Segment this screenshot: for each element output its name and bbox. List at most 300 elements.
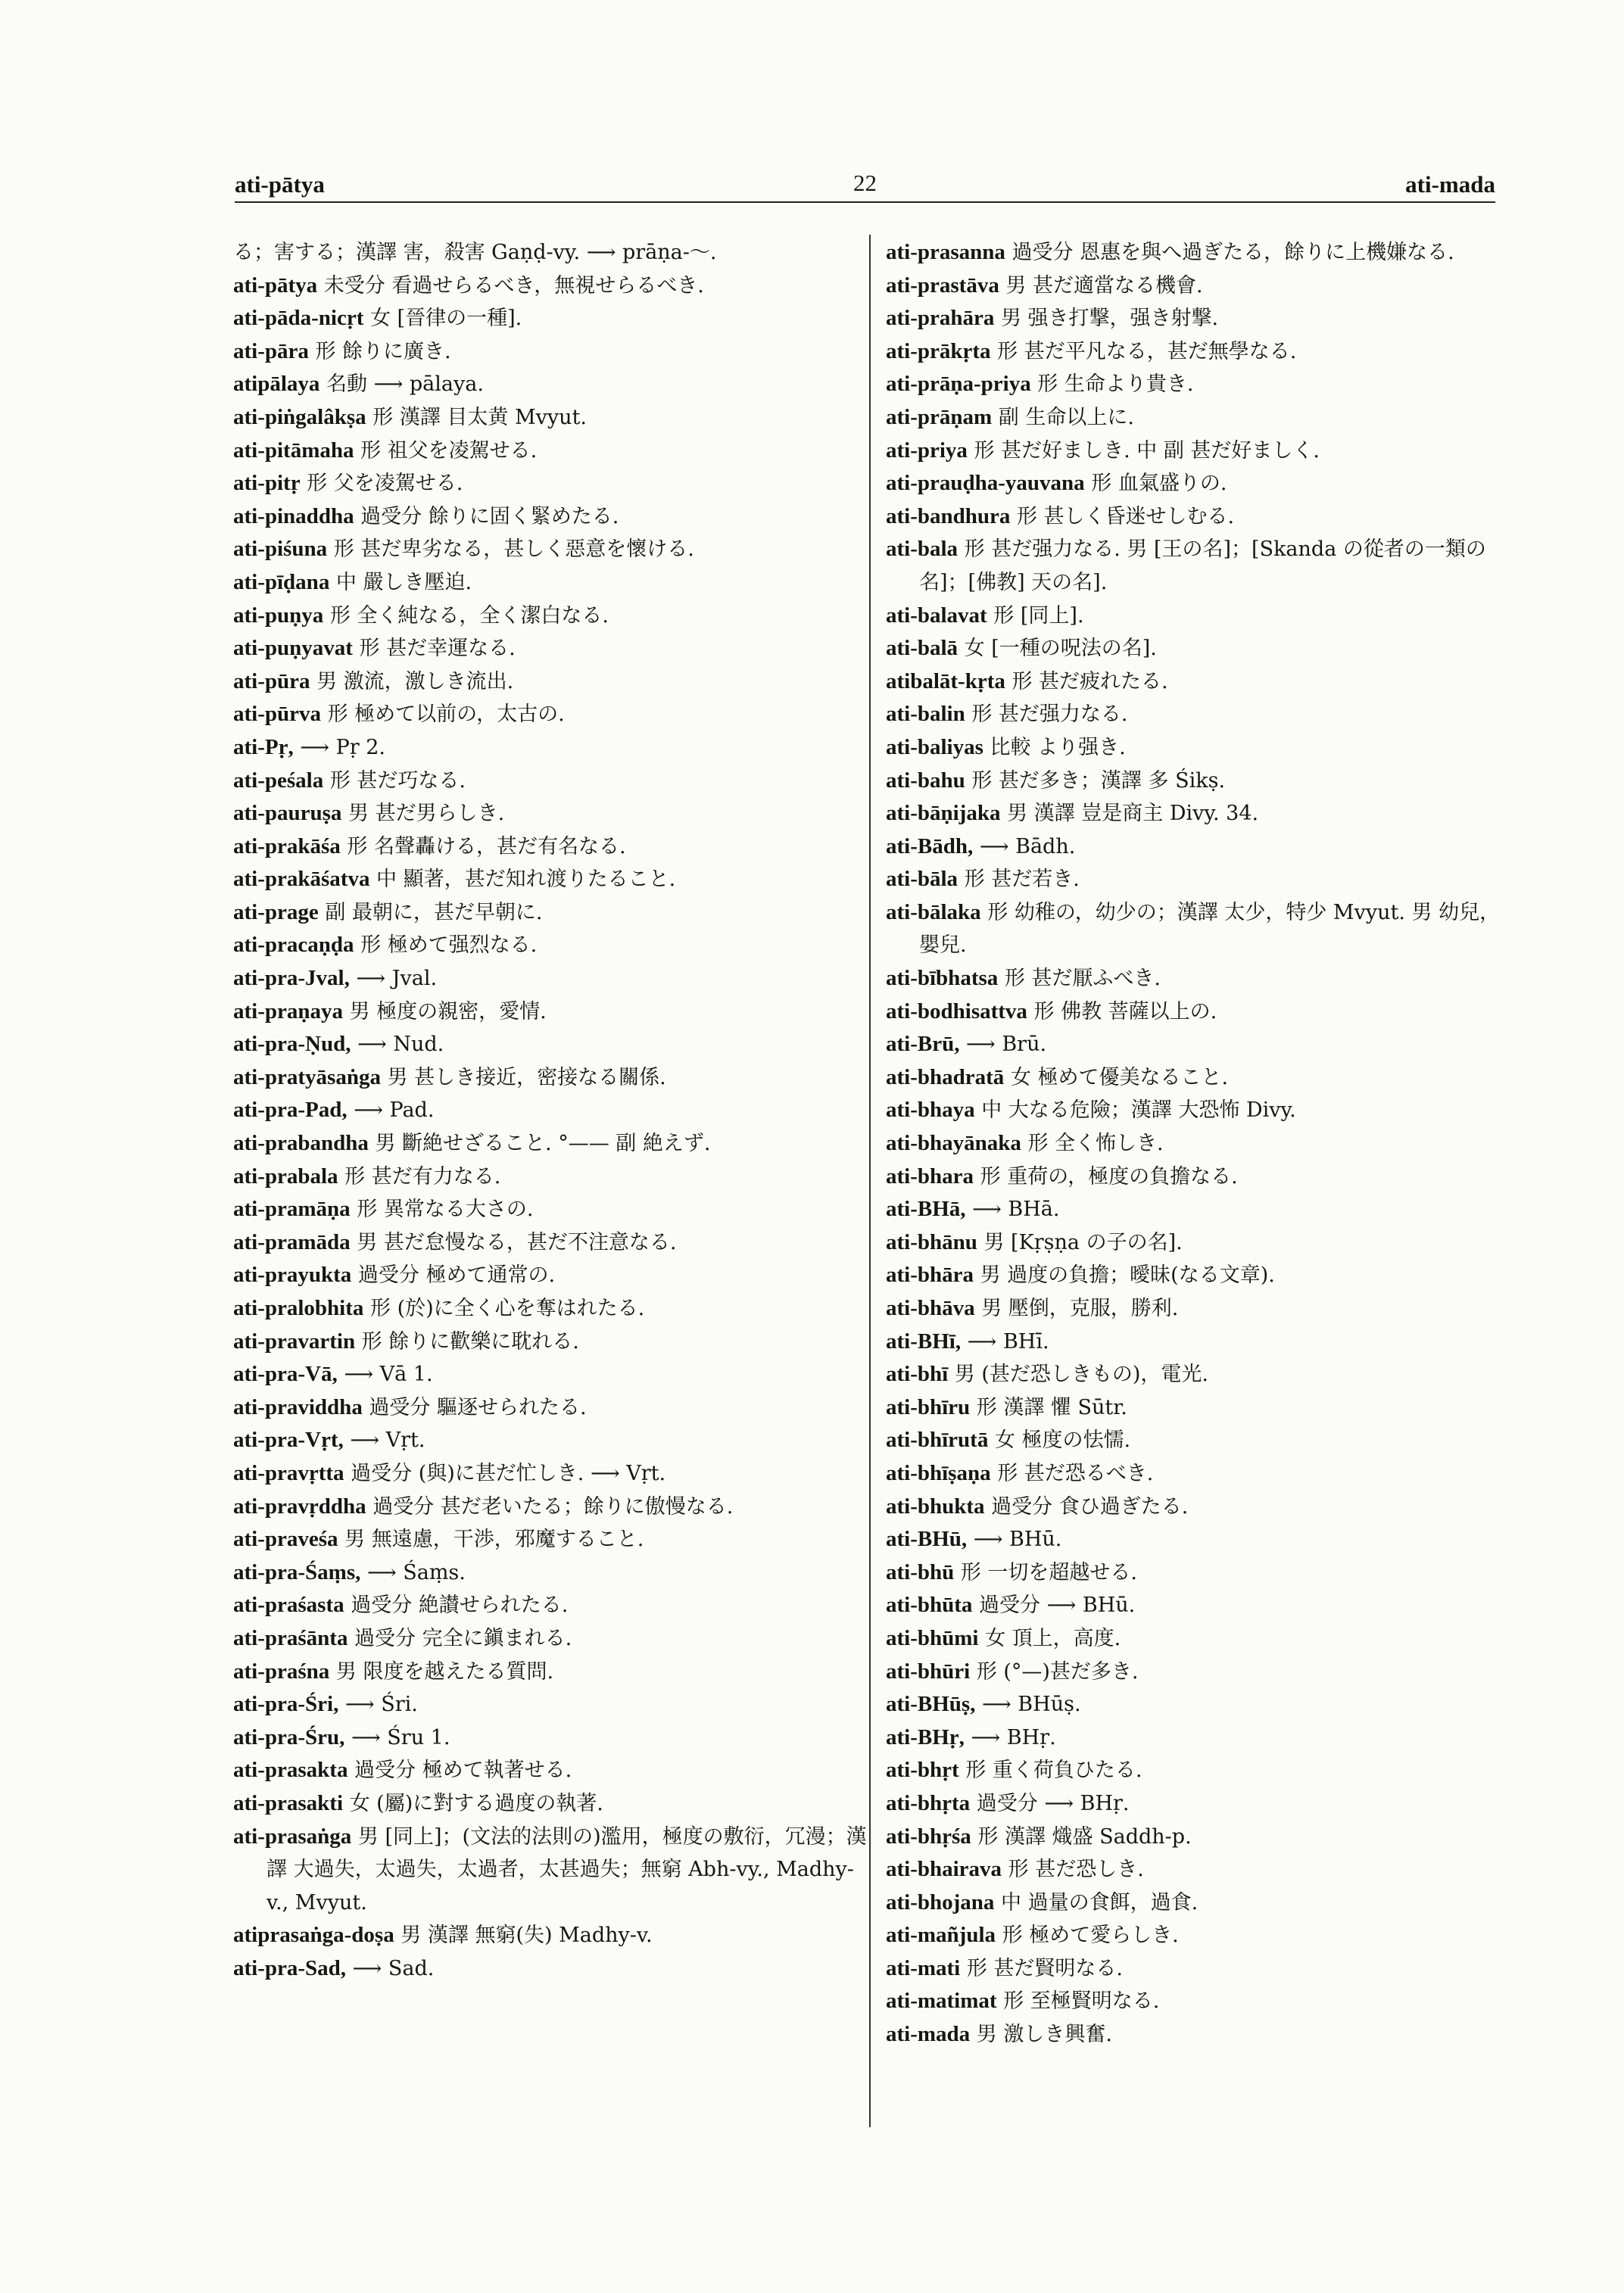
entry-headword: ati-baliyas (886, 734, 983, 759)
dictionary-entry (233, 1326, 869, 1359)
left-column (233, 236, 869, 1985)
dictionary-entry (233, 566, 869, 600)
entry-definition: 形 全く純なる，全く潔白なる. (323, 603, 609, 628)
page-header (235, 168, 1495, 203)
entry-definition: 副 生命以上に. (992, 405, 1134, 429)
entry-definition: ⟶ BHī. (961, 1329, 1049, 1354)
entry-headword: ati-bāṇijaka (886, 801, 1001, 826)
entry-headword: ati-prasakta (233, 1758, 348, 1783)
entry-definition: 女 頂上，高度. (978, 1626, 1121, 1650)
dictionary-entry (233, 1919, 869, 1952)
entry-definition: 形 至極賢明なる. (996, 1989, 1160, 2014)
entry-headword: ati-BHṛ, (886, 1724, 965, 1749)
dictionary-entry (886, 236, 1514, 269)
entry-definition: 女 (屬)に對する過度の執著. (343, 1791, 603, 1815)
entry-headword: ati-praśānta (233, 1625, 348, 1650)
dictionary-entry (886, 1161, 1514, 1194)
entry-definition: 名動 ⟶ pālaya. (320, 372, 484, 397)
entry-definition: 過受分 絶讃せられたる. (344, 1594, 569, 1618)
dictionary-entry (233, 1457, 869, 1491)
entry-headword: ati-bhīru (886, 1394, 971, 1419)
entry-headword: ati-balavat (886, 603, 987, 628)
entry-definition: 男 激しき興奮. (970, 2023, 1112, 2047)
entry-headword: ati-praśna (233, 1659, 330, 1684)
dictionary-entry (886, 467, 1514, 500)
entry-headword: ati-pra-Jval, (233, 966, 350, 991)
entry-definition: 過受分 食ひ過ぎたる. (984, 1494, 1189, 1519)
entry-definition: 形 漢譯 熾盛 Saddh-p. (971, 1824, 1192, 1849)
entry-definition: 男 甚だ怠慢なる，甚だ不注意なる. (350, 1230, 677, 1254)
entry-definition: 形 祖父を凌駕せる. (354, 438, 538, 463)
entry-definition: 形 甚だ强力なる. 男 [王の名]；[Skanda の從者の一類の名]；[佛教] 天の名]. (919, 537, 1486, 594)
entry-headword: ati-bhāra (886, 1263, 974, 1288)
entry-headword: ati-bhairava (886, 1857, 1002, 1882)
dictionary-entry (886, 1094, 1514, 1127)
dictionary-entry (233, 665, 869, 699)
dictionary-entry (233, 467, 869, 500)
entry-headword: ati-prabala (233, 1164, 338, 1189)
dictionary-entry (233, 435, 869, 468)
entry-definition: 男 [Kṛṣṇa の子の名]. (977, 1230, 1183, 1254)
dictionary-entry (233, 600, 869, 633)
dictionary-entry (233, 1688, 869, 1721)
dictionary-entry (233, 1094, 869, 1127)
dictionary-entry (886, 797, 1514, 830)
entry-headword: ati-pāda-nicṛt (233, 306, 364, 331)
entry-headword: ati-bībhatsa (886, 966, 999, 991)
entry-headword: ati-bhukta (886, 1494, 985, 1519)
entry-definition: 過受分 ⟶ BHū. (972, 1594, 1136, 1618)
entry-headword: ati-BHī, (886, 1329, 962, 1354)
entry-headword: ati-pra-Vṛt, (233, 1428, 344, 1453)
dictionary-entry (886, 1886, 1514, 1920)
entry-headword: ati-piṅgalâkṣa (233, 404, 366, 429)
entry-headword: ati-bhūta (886, 1593, 973, 1618)
entry-headword: ati-prasaṅga (233, 1824, 352, 1849)
entry-headword: ati-pra-Śru, (233, 1724, 345, 1749)
dictionary-entry (886, 1226, 1514, 1260)
entry-definition: 形 漢譯 懼 Sūtr. (970, 1395, 1127, 1419)
entry-headword: ati-bhara (886, 1164, 974, 1189)
entry-definition: ⟶ BHṛ. (964, 1725, 1056, 1749)
entry-definition: ⟶ Śaṃs. (360, 1560, 466, 1584)
dictionary-entry (233, 1391, 869, 1425)
dictionary-entry (886, 698, 1514, 731)
dictionary-entry (233, 302, 869, 335)
dictionary-entry (886, 1358, 1514, 1391)
dictionary-entry (233, 1556, 869, 1590)
entry-headword: ati-bandhura (886, 503, 1011, 528)
entry-headword: ati-prauḍha-yauvana (886, 471, 1085, 496)
entry-headword: ati-pravṛtta (233, 1460, 344, 1485)
entry-headword: ati-pramāda (233, 1229, 351, 1254)
entry-definition: 女 極めて優美なること. (1004, 1065, 1229, 1089)
entry-headword: ati-prāṇam (886, 404, 993, 429)
entry-headword: ati-prākṛta (886, 338, 991, 363)
entry-headword: ati-pravartin (233, 1329, 356, 1354)
entry-definition: 形 血氣盛りの. (1084, 472, 1227, 496)
dictionary-entry (886, 632, 1514, 665)
dictionary-entry (886, 533, 1514, 599)
entry-definition: ⟶ BHū. (967, 1528, 1062, 1552)
entry-headword: ati-bhaya (886, 1098, 975, 1123)
dictionary-entry (886, 1193, 1514, 1226)
entry-definition: 過受分 甚だ老いたる；餘りに傲慢なる. (366, 1494, 734, 1519)
dictionary-entry (886, 1821, 1514, 1854)
running-head-right: ati-mada (1405, 171, 1495, 198)
dictionary-entry (233, 896, 869, 930)
entry-headword: ati-bhojana (886, 1890, 995, 1914)
entry-headword: ati-prasakti (233, 1790, 343, 1815)
entry-headword: ati-pauruṣa (233, 801, 342, 826)
dictionary-entry (233, 500, 869, 534)
entry-headword: ati-bhīṣaṇa (886, 1460, 991, 1485)
entry-definition: 過受分 餘りに固く緊めたる. (354, 504, 619, 528)
entry-definition: 形 極めて以前の，太古の. (321, 703, 565, 727)
entry-headword: ati-balin (886, 702, 965, 727)
entry-definition: 男 激流，激しき流出. (310, 669, 514, 693)
entry-headword: ati-pūra (233, 668, 310, 693)
dictionary-entry (886, 368, 1514, 401)
dictionary-entry (233, 1127, 869, 1161)
entry-definition: ⟶ Pṛ 2. (293, 735, 386, 759)
dictionary-entry (233, 1226, 869, 1260)
dictionary-entry (886, 1391, 1514, 1425)
dictionary-entry (886, 1491, 1514, 1524)
entry-definition: 形 甚だ厭ふべき. (998, 967, 1161, 991)
dictionary-entry (886, 500, 1514, 534)
dictionary-entry (886, 1457, 1514, 1491)
entry-definition: 形 甚だ强力なる. (965, 703, 1128, 727)
dictionary-entry (233, 1787, 869, 1821)
entry-definition: 男 强き打撃，强き射撃. (994, 307, 1219, 331)
entry-definition: 形 甚だ疲れたる. (1005, 669, 1168, 693)
entry-headword: atibalāt-kṛta (886, 668, 1005, 693)
entry-headword: ati-BHūṣ, (886, 1692, 976, 1717)
dictionary-entry (886, 1985, 1514, 2018)
entry-headword: ati-puṇya (233, 603, 324, 628)
entry-definition: 中 嚴しき壓迫. (329, 570, 472, 594)
dictionary-entry (886, 1952, 1514, 1986)
entry-definition: 男 無遠慮，干渉，邪魔すること. (338, 1528, 644, 1552)
dictionary-entry (233, 1589, 869, 1622)
dictionary-entry (886, 1556, 1514, 1590)
entry-headword: ati-balā (886, 636, 959, 661)
entry-definition: 形 甚だ平凡なる，甚だ無學なる. (990, 339, 1297, 363)
entry-definition: 形 佛教 菩薩以上の. (1027, 999, 1217, 1023)
dictionary-entry (886, 896, 1514, 962)
entry-headword: ati-bhadratā (886, 1064, 1005, 1089)
dictionary-entry (233, 929, 869, 962)
entry-headword: ati-prakāśatva (233, 867, 370, 892)
dictionary-entry (886, 962, 1514, 995)
entry-definition: 形 重荷の，極度の負擔なる. (974, 1164, 1238, 1189)
dictionary-entry (233, 962, 869, 995)
entry-definition: 形 異常なる大さの. (350, 1198, 534, 1222)
entry-headword: ati-pitāmaha (233, 438, 354, 463)
dictionary-entry (886, 1721, 1514, 1755)
entry-definition: 形 餘りに廣き. (308, 339, 451, 363)
entry-definition: ⟶ Pad. (347, 1098, 435, 1123)
entry-headword: ati-pravṛddha (233, 1494, 366, 1519)
entry-definition: 男 壓倒，克服，勝利. (974, 1297, 1179, 1320)
entry-headword: ati-bahu (886, 768, 965, 793)
dictionary-entry (886, 1656, 1514, 1689)
dictionary-entry (886, 1853, 1514, 1886)
dictionary-entry (886, 1326, 1514, 1359)
entry-headword: ati-mati (886, 1955, 961, 1980)
dictionary-entry (233, 1358, 869, 1391)
dictionary-entry (886, 1622, 1514, 1656)
entry-definition: ⟶ Nud. (351, 1033, 444, 1057)
dictionary-entry (886, 2018, 1514, 2052)
entry-definition: 形 極めて愛らしき. (996, 1924, 1179, 1948)
entry-headword: ati-praveśa (233, 1527, 338, 1552)
entry-definition: 過受分 完全に鎭まれる. (348, 1626, 572, 1650)
dictionary-entry (233, 1952, 869, 1986)
entry-definition: 男 限度を越えたる質問. (329, 1659, 554, 1684)
entry-definition: 過受分 (與)に甚だ忙しき. ⟶ Vṛt. (344, 1461, 666, 1485)
entry-headword: ati-prasanna (886, 240, 1005, 264)
entry-definition: ⟶ Jval. (349, 967, 438, 991)
page-number: 22 (853, 170, 877, 196)
dictionary-entry (233, 1161, 869, 1194)
entry-definition: 形 甚だ恐しき. (1002, 1858, 1144, 1882)
entry-headword: ati-matimat (886, 1989, 997, 2014)
dictionary-entry (233, 698, 869, 731)
entry-definition: 形 甚だ卑劣なる，甚しく惡意を懷ける. (327, 537, 694, 562)
entry-headword: ati-prage (233, 899, 319, 924)
entry-definition: 男 (甚だ恐しきもの)，電光. (948, 1363, 1209, 1387)
entry-headword: ati-pīḍana (233, 569, 330, 594)
entry-definition: 男 甚だ適當なる機會. (999, 273, 1203, 298)
entry-definition: 男 漢譯 無窮(失) Madhy-v. (394, 1924, 653, 1948)
entry-headword: atipālaya (233, 372, 320, 397)
dictionary-entry (886, 302, 1514, 335)
entry-definition: 形 生命より貴き. (1030, 372, 1194, 397)
dictionary-entry (886, 269, 1514, 303)
entry-headword: ati-Brū, (886, 1032, 960, 1057)
entry-definition: 形 甚だ幸運なる. (352, 637, 516, 661)
entry-headword: ati-bhūri (886, 1659, 971, 1684)
dictionary-entry (233, 533, 869, 566)
entry-headword: ati-mada (886, 2022, 971, 2047)
entry-definition: 形 (於)に全く心を奪はれたる. (363, 1297, 645, 1320)
entry-definition: ⟶ Vā 1. (337, 1363, 433, 1387)
entry-headword: ati-pra-Pad, (233, 1098, 348, 1123)
entry-definition: ⟶ BHā. (965, 1198, 1060, 1222)
dictionary-entry (233, 1656, 869, 1689)
dictionary-entry (233, 797, 869, 830)
entry-definition: 形 (°—)甚だ多き. (970, 1659, 1139, 1684)
entry-headword: ati-Bādh, (886, 833, 974, 858)
entry-headword: ati-mañjula (886, 1923, 996, 1948)
entry-definition: 形 甚だ多き；漢譯 多 Śikṣ. (965, 768, 1226, 793)
dictionary-entry (886, 401, 1514, 435)
dictionary-entry (886, 665, 1514, 699)
entry-headword: ati-bhīrutā (886, 1428, 989, 1453)
entry-headword: ati-pra-Śri, (233, 1692, 339, 1717)
entry-headword: ati-bhṛta (886, 1790, 971, 1815)
dictionary-entry (233, 236, 869, 269)
dictionary-entry (886, 1754, 1514, 1787)
dictionary-entry (886, 1424, 1514, 1457)
entry-headword: ati-bhūmi (886, 1625, 979, 1650)
entry-headword: ati-pāra (233, 338, 309, 363)
entry-definition: 形 甚だ好ましき. 中 副 甚だ好ましく. (967, 438, 1320, 463)
entry-definition: 形 甚だ若き. (958, 868, 1080, 892)
dictionary-entry (886, 863, 1514, 896)
dictionary-entry (233, 1061, 869, 1095)
entry-headword: ati-BHū, (886, 1527, 968, 1552)
dictionary-entry (886, 1259, 1514, 1292)
dictionary-entry (886, 830, 1514, 864)
entry-definition: 男 甚だ男らしき. (341, 802, 505, 826)
dictionary-entry (886, 1787, 1514, 1821)
entry-definition: ⟶ Sad. (346, 1956, 435, 1980)
entry-definition: 未受分 看過せらるべき，無視せらるべき. (317, 273, 704, 298)
entry-definition: 女 [晉律の一種]. (363, 307, 522, 331)
entry-definition: 男 斷絶せざること. °—— 副 絶えず. (368, 1132, 711, 1156)
entry-headword: ati-bhū (886, 1559, 955, 1584)
entry-definition: 中 過量の食餌，過食. (994, 1890, 1199, 1914)
dictionary-entry (886, 995, 1514, 1029)
entry-headword: ati-pra-Vā, (233, 1362, 338, 1387)
dictionary-entry (886, 1061, 1514, 1095)
entry-definition: 過受分 ⟶ BHṛ. (970, 1791, 1130, 1815)
entry-definition: 形 漢譯 目太黄 Mvyut. (366, 405, 587, 429)
entry-definition: 女 極度の怯懦. (988, 1428, 1131, 1453)
entry-definition: 過受分 驅逐せられたる. (362, 1395, 587, 1419)
entry-headword: ati-priya (886, 438, 968, 463)
entry-definition: 形 一切を超越せる. (954, 1560, 1138, 1584)
entry-definition: 形 全く怖しき. (1021, 1132, 1164, 1156)
dictionary-entry (233, 269, 869, 303)
entry-headword: ati-bhī (886, 1362, 949, 1387)
dictionary-entry (886, 1523, 1514, 1556)
entry-headword: ati-pra-Sad, (233, 1955, 347, 1980)
entry-headword: ati-bāla (886, 867, 959, 892)
dictionary-entry (233, 995, 869, 1029)
entry-definition: 形 甚だ巧なる. (323, 768, 466, 793)
entry-definition: 女 [一種の呪法の名]. (958, 637, 1157, 661)
dictionary-entry (886, 1127, 1514, 1161)
dictionary-entry (233, 731, 869, 765)
entry-headword: ati-BHā, (886, 1197, 966, 1222)
entry-headword: ati-prastāva (886, 273, 999, 298)
dictionary-entry (233, 1622, 869, 1656)
entry-definition: 中 顯著，甚だ知れ渡りたること. (369, 868, 676, 892)
dictionary-entry (233, 1292, 869, 1326)
dictionary-entry (233, 1259, 869, 1292)
dictionary-entry (886, 435, 1514, 468)
entry-headword: ati-pitṛ (233, 471, 301, 496)
entry-definition: 形 甚しく昏迷せしむる. (1010, 504, 1235, 528)
entry-definition: 男 漢譯 豈是商主 Divy. 34. (1000, 802, 1259, 826)
entry-headword: ati-bhṛt (886, 1758, 959, 1783)
entry-headword: ati-bhṛśa (886, 1824, 971, 1849)
entry-headword: ati-prayukta (233, 1263, 352, 1288)
entry-definition: 形 甚だ恐るべき. (990, 1461, 1154, 1485)
dictionary-entry (886, 600, 1514, 633)
dictionary-entry (233, 335, 869, 369)
entry-definition: 男 甚しき接近，密接なる關係. (380, 1065, 666, 1089)
entry-definition: ⟶ BHūṣ. (975, 1693, 1081, 1717)
entry-definition: 副 最朝に，甚だ早朝に. (318, 900, 543, 924)
entry-headword: ati-bala (886, 537, 959, 562)
dictionary-entry (233, 1523, 869, 1556)
entry-definition: 形 父を凌駕せる. (300, 472, 463, 496)
entry-headword: ati-praṇaya (233, 999, 343, 1023)
dictionary-entry (886, 765, 1514, 798)
entry-headword: ati-praviddha (233, 1394, 363, 1419)
entry-definition: ⟶ Śri. (338, 1693, 418, 1717)
entry-definition: ⟶ Śru 1. (344, 1725, 450, 1749)
dictionary-entry (886, 1919, 1514, 1952)
dictionary-entry (233, 1491, 869, 1524)
entry-definition: 過受分 極めて執著せる. (348, 1759, 572, 1783)
entry-headword: ati-Pṛ, (233, 734, 294, 759)
entry-headword: ati-puṇyavat (233, 636, 353, 661)
entry-definition: 男 過度の負擔；曖昧(なる文章). (974, 1263, 1275, 1288)
column-divider (869, 235, 871, 2127)
dictionary-entry (233, 1028, 869, 1061)
entry-headword: ati-bodhisattva (886, 999, 1027, 1023)
dictionary-entry (233, 1193, 869, 1226)
entry-headword: ati-prakāśa (233, 833, 341, 858)
entry-definition: 中 大なる危險；漢譯 大恐怖 Divy. (974, 1098, 1296, 1123)
entry-headword: ati-piśuna (233, 537, 328, 562)
entry-headword: ati-praśasta (233, 1593, 344, 1618)
dictionary-entry (233, 863, 869, 896)
entry-definition: 形 甚だ有力なる. (338, 1164, 501, 1189)
dictionary-entry (233, 765, 869, 798)
entry-definition: 形 甚だ賢明なる. (960, 1956, 1123, 1980)
dictionary-entry (233, 830, 869, 864)
entry-headword: ati-pātya (233, 273, 318, 298)
entry-headword: ati-pra-Śaṃs, (233, 1559, 361, 1584)
dictionary-entry (886, 1589, 1514, 1622)
entry-definition: 形 幼稚の，幼少の；漢譯 太少，特少 Mvyut. 男 幼兒，嬰兒. (919, 900, 1501, 958)
dictionary-entry (233, 1424, 869, 1457)
dictionary-entry (233, 1754, 869, 1787)
entry-headword: ati-prāṇa-priya (886, 372, 1031, 397)
entry-definition: 男 [同上]；(文法的法則の)濫用，極度の敷衍，冗漫；漢譯 大過失，太過失，太過者，太甚過失；無窮 Abh-vy., Madhy-v., Mvyut. (267, 1824, 867, 1914)
entry-headword: ati-peśala (233, 768, 324, 793)
entry-definition: 形 [同上]. (987, 603, 1084, 628)
entry-definition: 形 重く荷負ひたる. (959, 1759, 1142, 1783)
entry-definition: 形 名聲轟ける，甚だ有名なる. (340, 834, 626, 858)
entry-headword: ati-pralobhita (233, 1296, 364, 1320)
dictionary-entry (886, 731, 1514, 765)
entry-headword: ati-pramāṇa (233, 1197, 351, 1222)
entry-definition: 男 極度の親密，愛情. (343, 999, 547, 1023)
entry-headword: ati-prahāra (886, 306, 995, 331)
entry-headword: ati-bhānu (886, 1229, 977, 1254)
entry-definition: る；害する；漢譯 害，殺害 Gaṇḍ-vy. ⟶ prāṇa-〜. (233, 241, 717, 264)
dictionary-entry (233, 632, 869, 665)
dictionary-entry (233, 401, 869, 435)
entry-headword: ati-pra-Ṇud, (233, 1032, 351, 1057)
entry-definition: ⟶ Brū. (959, 1033, 1047, 1057)
dictionary-entry (886, 1028, 1514, 1061)
dictionary-entry (233, 1821, 869, 1920)
entry-definition: ⟶ Vṛt. (343, 1428, 425, 1453)
entry-definition: 形 極めて强烈なる. (354, 933, 538, 958)
entry-headword: ati-bālaka (886, 899, 981, 924)
entry-headword: atiprasaṅga-doṣa (233, 1923, 394, 1948)
entry-headword: ati-pracaṇḍa (233, 933, 354, 958)
